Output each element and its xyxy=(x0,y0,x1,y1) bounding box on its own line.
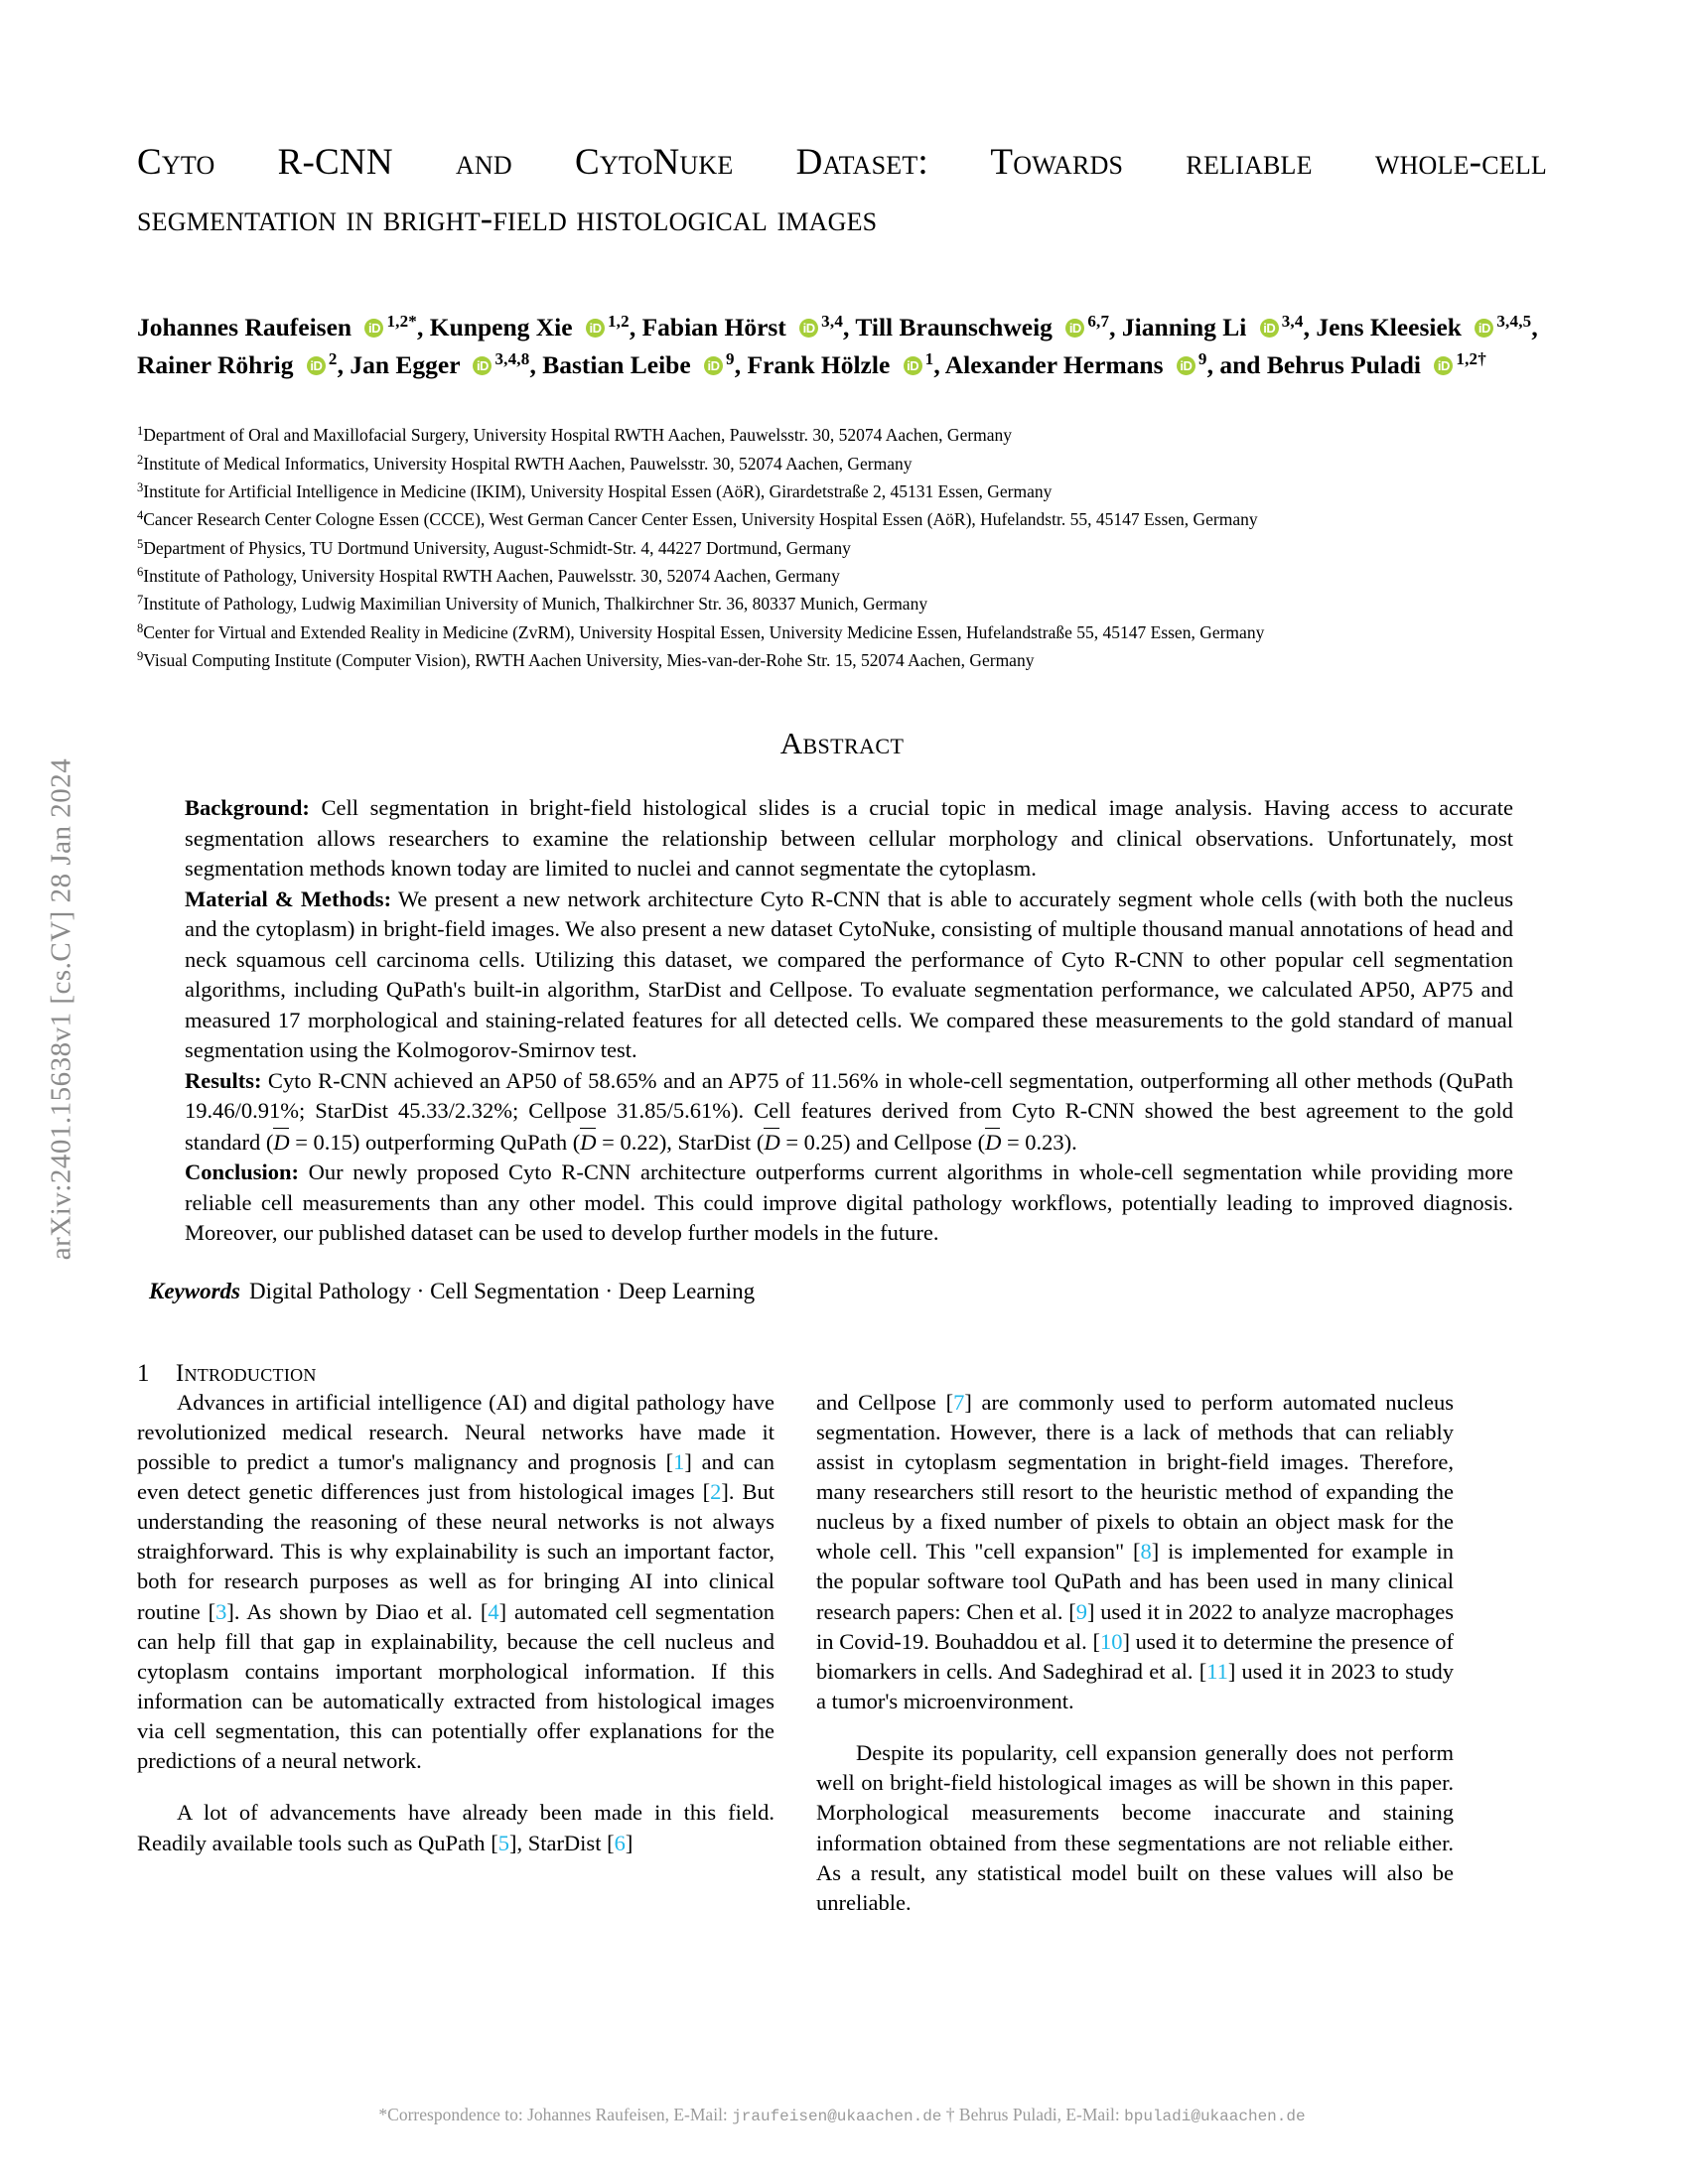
orcid-id-icon[interactable]: iD xyxy=(364,319,383,338)
citation-bracket: [ xyxy=(945,1389,954,1415)
author-name: and Behrus Puladi xyxy=(1219,350,1428,380)
dbar-symbol-3: D xyxy=(764,1127,779,1158)
author-affiliation-marks: 1,2† xyxy=(1456,349,1486,369)
author-affiliation-marks: 3,4 xyxy=(1281,311,1304,331)
citation-link[interactable]: 6 xyxy=(614,1830,626,1855)
orcid-id-icon[interactable]: iD xyxy=(704,356,723,375)
orcid-id-icon[interactable]: iD xyxy=(1065,319,1084,338)
citation-link[interactable]: 11 xyxy=(1206,1658,1228,1684)
author-separator: , xyxy=(1109,312,1122,341)
body-text: . As shown by Diao et al. xyxy=(233,1598,481,1624)
body-columns xyxy=(137,1388,1547,1918)
abstract-body xyxy=(185,793,1513,1248)
section-heading-introduction xyxy=(137,1360,1547,1388)
affiliation-text: Institute of Medical Informatics, University Hospital RWTH Aachen, Pauwelsstr. 30, 52074 Aachen, Germany xyxy=(143,453,913,474)
footnote-part-2: † Behrus Puladi, E-Mail: xyxy=(941,2105,1125,2124)
dbar-symbol-4: D xyxy=(985,1127,1001,1158)
body-text: are commonly used to perform automated nucleus segmentation. However, there is a lack of methods that can reliably assist in cytoplasm segmentation in bright-field images. Therefore, many researchers still resort to the heuristic method of expanding the nucleus by a fixed number of pixels to obtain an object mask for the whole cell. This "cell expansion" xyxy=(816,1389,1454,1565)
affiliation-text: Visual Computing Institute (Computer Vision), RWTH Aachen University, Mies-van-der-Rohe Str. 15, 52074 Aachen, Germany xyxy=(143,649,1035,670)
affiliation-number: 2 xyxy=(137,452,144,467)
abstract-results-text-1: Cyto R-CNN achieved an AP50 of 58.65% and an AP75 of 11.56% in whole-cell segmentation, outperforming all other methods (QuPath 19.46/0.91%; StarDist 45.33/2.32%; Cellpose 31.85/5.61%). Cell features derived from Cyto R-CNN showed the best agreement to the gold standard ( xyxy=(185,1067,1513,1155)
abstract-results-text-4: = 0.25) and Cellpose ( xyxy=(779,1129,986,1155)
citation-link[interactable]: 5 xyxy=(497,1830,509,1855)
abstract-results xyxy=(185,1066,1513,1158)
keywords-label: Keywords xyxy=(149,1278,240,1303)
abstract-methods-label: Material & Methods: xyxy=(185,886,392,911)
title-line-2: segmentation in bright-field histological images xyxy=(137,199,878,240)
author-separator: , xyxy=(734,350,748,380)
citation-bracket: [ xyxy=(1092,1628,1100,1654)
paper-page xyxy=(137,0,1547,2184)
body-paragraph xyxy=(816,1388,1454,1717)
author-separator: , xyxy=(933,350,945,380)
affiliation-line xyxy=(137,534,1547,562)
abstract-heading: Abstract xyxy=(779,726,905,761)
affiliation-line xyxy=(137,450,1547,478)
affiliation-list xyxy=(137,421,1547,674)
citation-link[interactable]: 4 xyxy=(488,1598,499,1624)
abstract-background-text: Cell segmentation in bright-field histological slides is a crucial topic in medical image analysis. Having access to accurate segmentation allows researchers to examine the relationship between cellular morphology and clinical observations. Unfortunately, most segmentation methods known today are limited to nuclei and cannot segmentate the cytoplasm. xyxy=(185,795,1513,882)
affiliation-text: Institute of Pathology, Ludwig Maximilian University of Munich, Thalkirchner Str. 36, 80337 Munich, Germany xyxy=(143,594,928,614)
citation-link[interactable]: 9 xyxy=(1075,1598,1088,1624)
citation-bracket: ] xyxy=(508,1830,517,1855)
abstract-results-text-2: = 0.15) outperforming QuPath ( xyxy=(289,1129,581,1155)
affiliation-number: 5 xyxy=(137,536,144,551)
affiliation-number: 8 xyxy=(137,620,144,635)
orcid-id-icon[interactable]: iD xyxy=(1177,356,1196,375)
dbar-symbol-2: D xyxy=(580,1127,596,1158)
body-text: , StarDist xyxy=(516,1830,608,1855)
author-affiliation-marks: 2 xyxy=(328,349,338,369)
citation-bracket: ] xyxy=(1087,1598,1095,1624)
abstract-results-label: Results: xyxy=(185,1067,262,1093)
author-name: Till Braunschweig xyxy=(855,312,1059,341)
citation-link[interactable]: 8 xyxy=(1140,1539,1152,1565)
author-separator: , xyxy=(337,350,351,380)
citation-bracket: [ xyxy=(1133,1539,1141,1565)
affiliation-text: Cancer Research Center Cologne Essen (CCCE), West German Cancer Center Essen, University Hospital Essen (AöR), Hufelandstr. 55, 45147 Essen, Germany xyxy=(143,509,1258,530)
orcid-id-icon[interactable]: iD xyxy=(586,319,605,338)
author-separator: , xyxy=(529,350,543,380)
abstract-methods-text: We present a new network architecture Cyto R-CNN that is able to accurately segment whole cells (with both the nucleus and the cytoplasm) in bright-field images. We also present a new dataset CytoNuke, consisting of multiple thousand manual annotations of head and neck squamous cell carcinoma cells. Utilizing this dataset, we compared the performance of Cyto R-CNN to other popular cell segmentation algorithms, including QuPath's built-in algorithm, StarDist and Cellpose. To evaluate segmentation performance, we calculated AP50, AP75 and measured 17 morphological and staining-related features for all detected cells. We compared these measurements to the gold standard of manual segmentation using the Kolmogorov-Smirnov test. xyxy=(185,886,1513,1063)
body-column-right xyxy=(816,1388,1454,1918)
author-affiliation-marks: 1 xyxy=(924,349,934,369)
keywords-text: Digital Pathology · Cell Segmentation · Deep Learning xyxy=(249,1278,756,1303)
abstract-methods xyxy=(185,885,1513,1066)
affiliation-text: Department of Oral and Maxillofacial Surgery, University Hospital RWTH Aachen, Pauwelsstr. 30, 52074 Aachen, Germany xyxy=(143,425,1013,446)
abstract-background xyxy=(185,793,1513,884)
author-affiliation-marks: 1,2 xyxy=(607,311,630,331)
affiliation-number: 4 xyxy=(137,508,144,523)
affiliation-text: Institute for Artificial Intelligence in Medicine (IKIM), University Hospital Essen (AöR), Girardetstraße 2, 45131 Essen, Germany xyxy=(143,480,1053,501)
orcid-id-icon[interactable]: iD xyxy=(1260,319,1279,338)
author-list xyxy=(137,309,1547,386)
author-name: Jianning Li xyxy=(1121,312,1253,341)
abstract-background-label: Background: xyxy=(185,795,310,821)
citation-bracket: ] xyxy=(684,1448,692,1474)
citation-bracket: ] xyxy=(1227,1658,1236,1684)
author-name: Kunpeng Xie xyxy=(429,312,579,341)
citation-bracket: ] xyxy=(625,1830,633,1855)
author-affiliation-marks: 3,4,8 xyxy=(494,349,530,369)
orcid-id-icon[interactable]: iD xyxy=(1434,356,1453,375)
author-name: Jens Kleesiek xyxy=(1316,312,1469,341)
orcid-id-icon[interactable]: iD xyxy=(473,356,492,375)
body-column-left xyxy=(137,1388,774,1918)
body-text: and can even detect genetic differences just from histological images xyxy=(137,1448,774,1504)
body-paragraph xyxy=(137,1798,774,1857)
affiliation-text: Department of Physics, TU Dortmund University, August-Schmidt-Str. 4, 44227 Dortmund, Germany xyxy=(143,537,851,558)
author-separator: , xyxy=(1531,312,1538,341)
body-text: used it in 2023 to study a tumor's microenvironment. xyxy=(816,1658,1454,1713)
arxiv-stamp: arXiv:2401.15638v1 [cs.CV] 28 Jan 2024 xyxy=(45,757,77,1261)
orcid-id-icon[interactable]: iD xyxy=(799,319,818,338)
citation-bracket: ] xyxy=(1151,1539,1160,1565)
citation-bracket: ] xyxy=(498,1598,507,1624)
citation-bracket: [ xyxy=(702,1479,711,1504)
body-paragraph xyxy=(816,1738,1454,1918)
abstract-results-text-3: = 0.22), StarDist ( xyxy=(596,1129,765,1155)
body-text: used it to determine the presence of biomarkers in cells. And Sadeghirad et al. xyxy=(816,1628,1454,1684)
author-name: Jan Egger xyxy=(350,350,467,380)
author-separator: , xyxy=(417,312,430,341)
author-affiliation-marks: 1,2* xyxy=(386,311,418,331)
affiliation-line xyxy=(137,618,1547,646)
author-separator: , xyxy=(1206,350,1220,380)
author-affiliation-marks: 9 xyxy=(1197,349,1207,369)
affiliation-text: Institute of Pathology, University Hospital RWTH Aachen, Pauwelsstr. 30, 52074 Aachen, Germany xyxy=(143,565,840,586)
author-separator: , xyxy=(629,312,642,341)
author-separator: , xyxy=(843,312,856,341)
citation-bracket: ] xyxy=(721,1479,729,1504)
affiliation-line xyxy=(137,646,1547,674)
citation-bracket: [ xyxy=(665,1448,674,1474)
author-name: Johannes Raufeisen xyxy=(137,312,358,341)
citation-link[interactable]: 7 xyxy=(953,1389,965,1415)
body-text: A lot of advancements have already been made in this field. Readily available tools such as QuPath xyxy=(137,1800,774,1855)
title-line-1: Cyto R-CNN and CytoNuke Dataset: Towards reliable whole-cell xyxy=(137,142,1547,183)
author-affiliation-marks: 6,7 xyxy=(1087,311,1110,331)
author-separator: , xyxy=(1303,312,1317,341)
dbar-symbol-1: D xyxy=(273,1127,289,1158)
affiliation-number: 6 xyxy=(137,564,144,579)
affiliation-number: 3 xyxy=(137,479,144,494)
body-text: Advances in artificial intelligence (AI) and digital pathology have revolutionized medical research. Neural networks have made it possible to predict a tumor's malignancy and prognosis xyxy=(137,1389,774,1474)
affiliation-number: 9 xyxy=(137,648,144,663)
citation-link[interactable]: 3 xyxy=(215,1598,227,1624)
citation-bracket: [ xyxy=(1198,1658,1207,1684)
correspondence-footnote xyxy=(137,2105,1547,2125)
author-name: Alexander Hermans xyxy=(944,350,1170,380)
abstract-conclusion-text: Our newly proposed Cyto R-CNN architecture outperforms current algorithms in whole-cell segmentation while providing more reliable cell measurements than any other model. This could improve digital pathology workflows, potentially leading to improved diagnosis. Moreover, our published dataset can be used to develop further models in the future. xyxy=(185,1160,1513,1246)
body-text: is implemented for example in the popular software tool QuPath and has been used in many clinical research papers: Chen et al. xyxy=(816,1539,1454,1624)
abstract-conclusion xyxy=(185,1158,1513,1248)
affiliation-number: 1 xyxy=(137,424,144,439)
citation-bracket: [ xyxy=(607,1830,615,1855)
author-affiliation-marks: 3,4 xyxy=(821,311,844,331)
keywords-line xyxy=(149,1279,1547,1304)
citation-bracket: [ xyxy=(491,1830,498,1855)
abstract-conclusion-label: Conclusion: xyxy=(185,1160,300,1185)
abstract-results-text-5: = 0.23). xyxy=(1001,1129,1077,1155)
orcid-id-icon[interactable]: iD xyxy=(1475,319,1493,338)
footnote-part-1: *Correspondence to: Johannes Raufeisen, E-Mail: xyxy=(378,2105,733,2124)
body-text: . But understanding the reasoning of these neural networks is not always straighforward. This is why explainability is such an important factor, both for research purposes as well as for bringing AI into clinical routine xyxy=(137,1479,774,1624)
affiliation-line xyxy=(137,562,1547,590)
body-text: Despite its popularity, cell expansion generally does not perform well on bright-field histological images as will be shown in this paper. Morphological measurements become inaccurate and staining information obtained from these segmentations are not reliable either. As a result, any statistical model built on these values will also be unreliable. xyxy=(816,1740,1454,1915)
body-text: automated cell segmentation can help fill that gap in explainability, because the cell nucleus and cytoplasm contains important morphological information. If this information can be automatically extracted from histological images via cell segmentation, this can potentially offer explanations for the predictions of a neural network. xyxy=(137,1598,774,1774)
author-affiliation-marks: 9 xyxy=(726,349,735,369)
citation-link[interactable]: 2 xyxy=(710,1479,722,1504)
citation-bracket: [ xyxy=(208,1598,216,1624)
footnote-email-2: bpuladi@ukaachen.de xyxy=(1124,2108,1306,2125)
citation-bracket: [ xyxy=(1068,1598,1076,1624)
author-name: Rainer Röhrig xyxy=(137,350,300,380)
author-name: Frank Hölzle xyxy=(747,350,897,380)
affiliation-line xyxy=(137,421,1547,449)
citation-bracket: ] xyxy=(1122,1628,1130,1654)
body-text: and Cellpose xyxy=(816,1389,946,1415)
section-title: Introduction xyxy=(175,1359,317,1387)
affiliation-line xyxy=(137,478,1547,505)
citation-bracket: ] xyxy=(226,1598,234,1624)
paper-title xyxy=(137,0,1547,243)
citation-bracket: ] xyxy=(964,1389,972,1415)
body-paragraph xyxy=(137,1388,774,1777)
footnote-email-1: jraufeisen@ukaachen.de xyxy=(732,2108,942,2125)
orcid-id-icon[interactable]: iD xyxy=(307,356,326,375)
citation-link[interactable]: 10 xyxy=(1099,1628,1123,1654)
citation-bracket: [ xyxy=(480,1598,489,1624)
author-affiliation-marks: 3,4,5 xyxy=(1496,311,1532,331)
affiliation-number: 7 xyxy=(137,593,144,608)
orcid-id-icon[interactable]: iD xyxy=(904,356,922,375)
section-number: 1 xyxy=(137,1359,150,1387)
affiliation-line xyxy=(137,505,1547,533)
author-name: Bastian Leibe xyxy=(542,350,698,380)
body-text: used it in 2022 to analyze macrophages in Covid-19. Bouhaddou et al. xyxy=(816,1598,1454,1654)
citation-link[interactable]: 1 xyxy=(673,1448,685,1474)
author-name: Fabian Hörst xyxy=(641,312,793,341)
affiliation-text: Center for Virtual and Extended Reality in Medicine (ZvRM), University Hospital Essen, University Medicine Essen, Hufelandstraße 55, 45147 Essen, Germany xyxy=(143,621,1265,642)
affiliation-line xyxy=(137,590,1547,617)
